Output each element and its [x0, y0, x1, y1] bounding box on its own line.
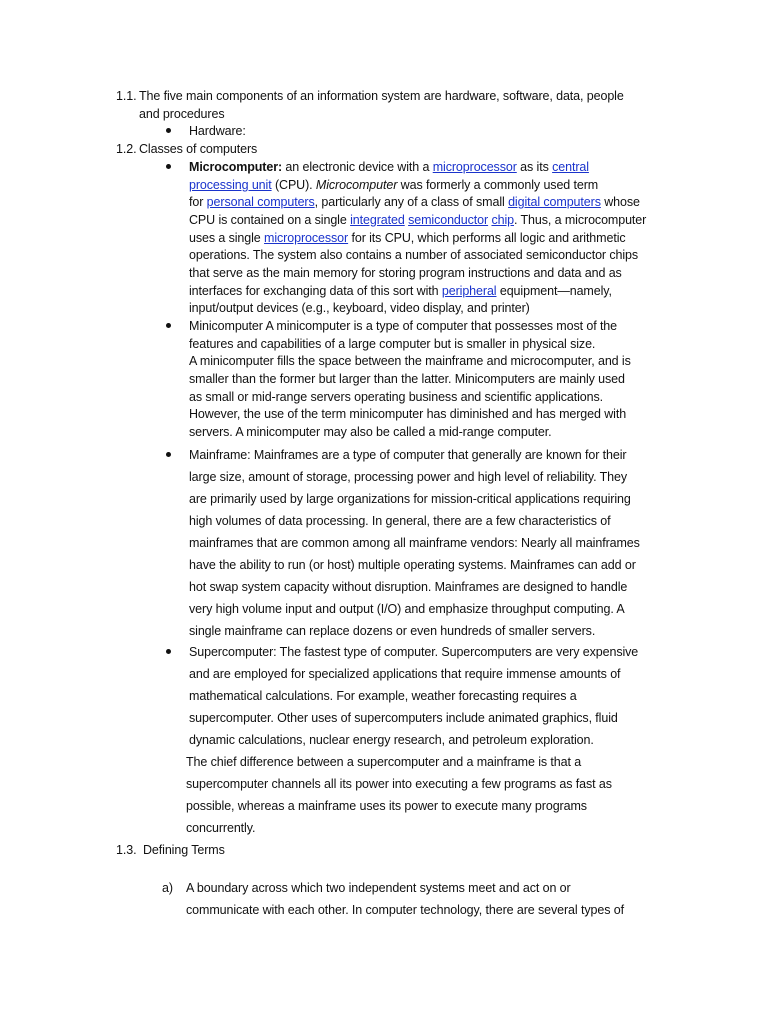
link-chip[interactable]: chip — [491, 213, 514, 227]
micro-line-4 — [189, 211, 646, 229]
micro-italic: Microcomputer — [315, 178, 398, 192]
mini-line-5: as small or mid-range servers operating business and scientific applications. — [189, 390, 604, 404]
section-1-1-line-2: and procedures — [139, 107, 225, 121]
link-microprocessor-2[interactable]: microprocessor — [264, 231, 349, 245]
micro-text: for its CPU, which performs all logic and arithmetic — [348, 231, 626, 245]
micro-text: . Thus, a microcomputer — [513, 213, 647, 227]
section-number-1-3: 1.3. — [116, 843, 137, 857]
micro-text: , particularly any of a class of small — [314, 195, 509, 209]
micro-line-7: that serve as the main memory for storing program instructions and data and as — [189, 266, 622, 280]
mini-line-1: Minicomputer A minicomputer is a type of computer that possesses most of the — [189, 319, 618, 333]
bullet-icon — [166, 452, 171, 457]
link-central-processing-unit[interactable]: central — [552, 160, 589, 174]
link-integrated[interactable]: integrated — [350, 213, 405, 227]
mini-line-3: A minicomputer fills the space between the mainframe and microcomputer, and is — [189, 354, 631, 368]
bullet-icon — [166, 164, 171, 169]
mainframe-line-7: hot swap system capacity without disruption. Mainframes are designed to handle — [189, 580, 628, 594]
micro-line-2 — [189, 176, 598, 194]
section-number-1-1: 1.1. — [116, 89, 137, 103]
micro-text: (CPU). — [271, 178, 316, 192]
micro-text: equipment—namely, — [496, 284, 612, 298]
link-personal-computers[interactable]: personal computers — [206, 195, 315, 209]
super-line-7: supercomputer channels all its power into executing a few programs as fast as — [186, 777, 612, 791]
mainframe-line-2: large size, amount of storage, processing power and high level of reliability. They — [189, 470, 628, 484]
micro-line-8 — [189, 282, 612, 300]
super-line-5: dynamic calculations, nuclear energy research, and petroleum exploration. — [189, 733, 594, 747]
mainframe-line-1: Mainframe: Mainframes are a type of computer that generally are known for their — [189, 448, 627, 462]
term-a-label: a) — [162, 881, 173, 895]
term-a-line-2: communicate with each other. In computer technology, there are several types of — [186, 903, 624, 917]
bullet-icon — [166, 323, 171, 328]
mainframe-line-3: are primarily used by large organizations for mission-critical applications requiring — [189, 492, 631, 506]
link-peripheral[interactable]: peripheral — [441, 284, 497, 298]
mini-line-4: smaller than the former but larger than the latter. Minicomputers are mainly used — [189, 372, 625, 386]
super-line-2: and are employed for specialized applications that require immense amounts of — [189, 667, 621, 681]
mini-line-2: features and capabilities of a large computer but is smaller in physical size. — [189, 337, 596, 351]
super-line-4: supercomputer. Other uses of supercomputers include animated graphics, fluid — [189, 711, 618, 725]
link-semiconductor[interactable]: semiconductor — [408, 213, 489, 227]
term-a-line-1: A boundary across which two independent systems meet and act on or — [186, 881, 571, 895]
link-processing-unit[interactable]: processing unit — [189, 178, 272, 192]
micro-text: an electronic device with a — [282, 160, 433, 174]
mainframe-line-5: mainframes that are common among all mainframe vendors: Nearly all mainframes — [189, 536, 640, 550]
mainframe-line-8: very high volume input and output (I/O) and emphasize throughput computing. A — [189, 602, 625, 616]
hardware-item: Hardware: — [189, 124, 246, 138]
micro-text: as its — [516, 160, 553, 174]
micro-text: was formerly a commonly used term — [397, 178, 599, 192]
super-line-3: mathematical calculations. For example, weather forecasting requires a — [189, 689, 577, 703]
micro-line-9: input/output devices (e.g., keyboard, video display, and printer) — [189, 301, 530, 315]
micro-line-3 — [189, 193, 640, 211]
micro-text: uses a single — [189, 231, 265, 245]
section-1-1-line-1: The five main components of an information system are hardware, software, data, people — [139, 89, 624, 103]
super-line-8: possible, whereas a mainframe uses its power to execute many programs — [186, 799, 587, 813]
super-line-6: The chief difference between a supercomputer and a mainframe is that a — [186, 755, 582, 769]
link-microprocessor[interactable]: microprocessor — [432, 160, 517, 174]
super-line-1: Supercomputer: The fastest type of computer. Supercomputers are very expensive — [189, 645, 639, 659]
mainframe-line-9: single mainframe can replace dozens or even hundreds of smaller servers. — [189, 624, 596, 638]
micro-line-1 — [189, 158, 589, 176]
micro-lead: Microcomputer: — [189, 160, 283, 174]
micro-text: for — [189, 195, 207, 209]
micro-text: CPU is contained on a single — [189, 213, 351, 227]
mini-line-6: However, the use of the term minicomputer has diminished and has merged with — [189, 407, 627, 421]
mini-line-7: servers. A minicomputer may also be called a mid-range computer. — [189, 425, 552, 439]
micro-text: whose — [600, 195, 640, 209]
super-line-9: concurrently. — [186, 821, 256, 835]
micro-line-6: operations. The system also contains a number of associated semiconductor chips — [189, 248, 639, 262]
micro-line-5 — [189, 229, 626, 247]
micro-text: interfaces for exchanging data of this sort with — [189, 284, 442, 298]
section-1-2-title: Classes of computers — [139, 142, 258, 156]
section-number-1-2: 1.2. — [116, 142, 137, 156]
mainframe-line-4: high volumes of data processing. In general, there are a few characteristics of — [189, 514, 611, 528]
bullet-icon — [166, 128, 171, 133]
bullet-icon — [166, 649, 171, 654]
section-1-3-title: Defining Terms — [143, 843, 225, 857]
mainframe-line-6: have the ability to run (or host) multiple operating systems. Mainframes can add or — [189, 558, 636, 572]
link-digital-computers[interactable]: digital computers — [508, 195, 601, 209]
